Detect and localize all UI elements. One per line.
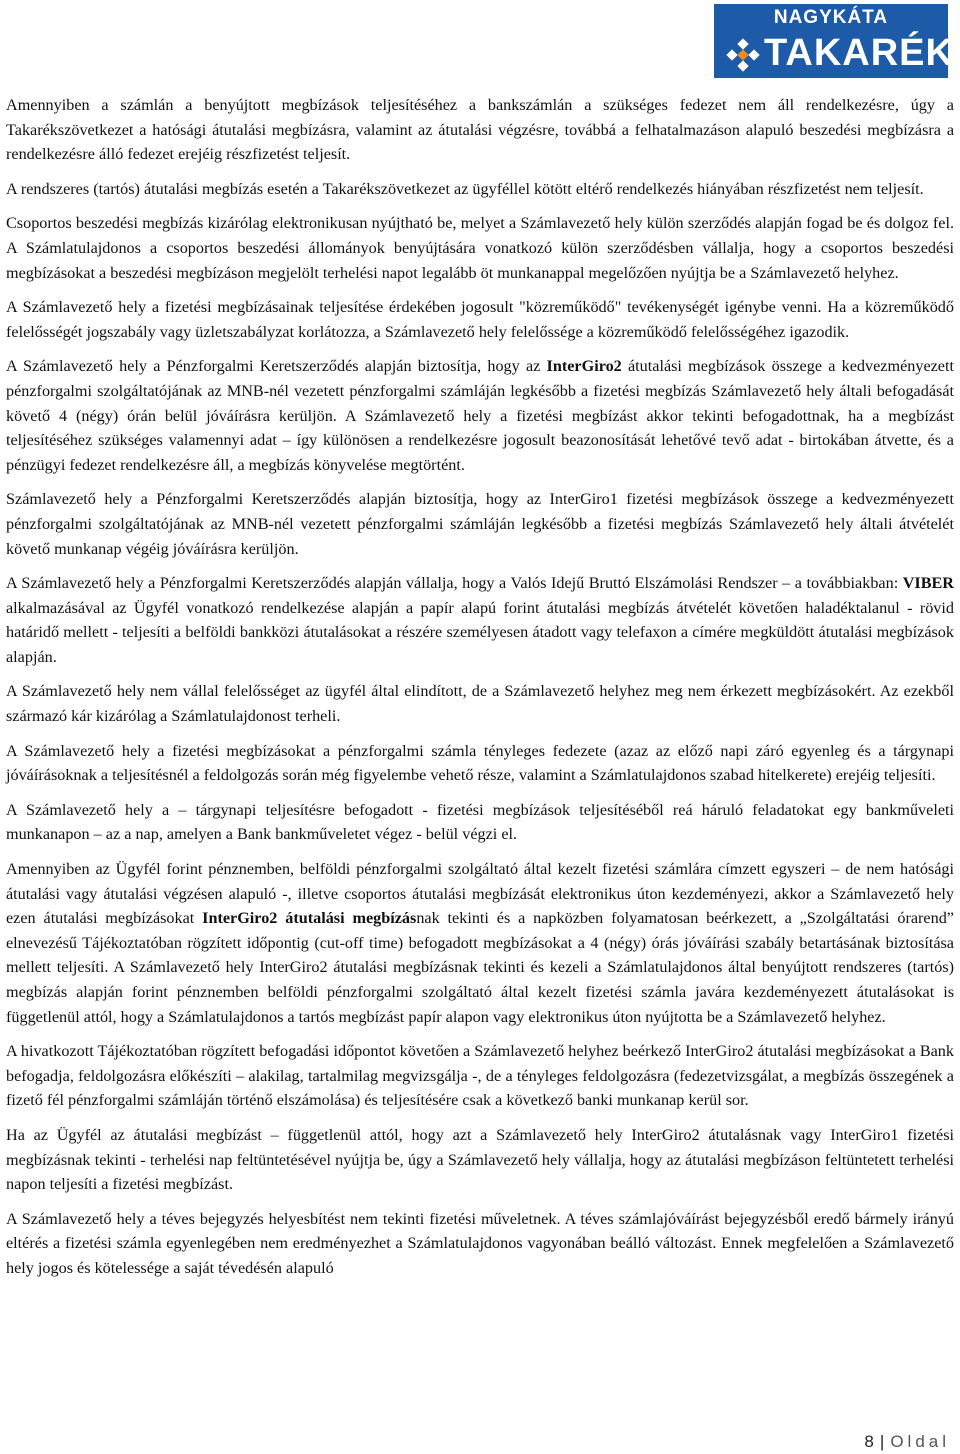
text-run: Csoportos beszedési megbízás kizárólag elektronikusan nyújtható be, melyet a Számlavezető hely külön szerződés alapján fogad be és dolgoz fel. A Számlatulajdonos a csoportos beszedési állományok benyújtására vonatkozó külön szerződésben vállalja, hogy a csoportos beszedési megbízásokat a beszedési megbízáson megjelölt terhelési napot legalább öt munkanappal megelőzően nyújtja be a Számlavezető helyhez. <box>6 214 954 282</box>
text-run: A Számlavezető hely a fizetési megbízásokat a pénzforgalmi számla tényleges fedezete (azaz az előző napi záró egyenleg és a tárgynapi jóváírásoknak a teljesítésnél a feldolgozás során még figyelembe vehető része, valamint a Számlatulajdonos szabad hitelkerete) erejéig teljesíti. <box>6 741 954 785</box>
bold-term: VIBER <box>902 574 954 593</box>
paragraph <box>6 857 954 1029</box>
paragraph <box>6 177 954 202</box>
text-run: átutalási megbízások összege a kedvezményezett pénzforgalmi szolgáltatójának az MNB-nél vezetett pénzforgalmi számláján legkésőbb a fizetési megbízás Számlavezető hely általi befogadását követő 4 (négy) órán belül jóváírásra kerüljön. A Számlavezető hely a fizetési megbízást akkor tekinti befogadottnak, ha a megbízást teljesítéséhez szükséges valamennyi adat – így különösen a rendelkezésre jogosult beazonosítását lehetővé tevő adat - birtokában átvette, és a pénzügyi fedezet rendelkezésre áll, a megbízás könyvelése megtörtént. <box>6 357 954 474</box>
text-run: nak tekinti és a napközben folyamatosan beérkezett, a „Szolgáltatási órarend” elnevezésű Tájékoztatóban rögzített időpontig (cut-off time) befogadott megbízásokat a 4 (négy) órás jóváírási szabály betartásának biztosítása mellett teljesíti. A Számlavezető hely InterGiro2 átutalási megbízásnak tekinti és kezeli a Számlatulajdonos által benyújtott rendszeres (tartós) megbízás alapján forint pénznemben belföldi pénzforgalmi szolgáltató által kezelt fizetési számla javára kezdeményezett átutalásokat is függetlenül attól, hogy a Számlatulajdonos a tartós megbízást papír alapon vagy elektronikus úton nyújtotta be a Számlavezető helyhez. <box>6 909 954 1026</box>
text-run: Amennyiben a számlán a benyújtott megbízások teljesítéséhez a bankszámlán a szükséges fedezet nem áll rendelkezésre, úgy a Takarékszövetkezet a hatósági átutalási megbízásra, valamint az átutalási végzésre, továbbá a felhatalmazáson alapuló beszedési megbízásra a rendelkezésre álló fedezet erejéig részfizetést teljesít. <box>6 96 954 164</box>
text-run: Ha az Ügyfél az átutalási megbízást – függetlenül attól, hogy azt a Számlavezető hely InterGiro2 átutalásnak vagy InterGiro1 fizetési megbízásnak tekinti - terhelési nap feltüntetésével nyújtja be, úgy a Számlavezető hely vállalja, hogy az átutalási megbízáson feltüntetett terhelési napon teljesíti a fizetési megbízást. <box>6 1125 954 1194</box>
text-run: alkalmazásával az Ügyfél vonatkozó rendelkezése alapján a papír alapú forint átutalási megbízás átvételét követően haladéktalanul - rövid határidő mellett - teljesíti a belföldi bankközi átutalásokat a részére személyesen átadott vagy telefaxon a címére megküldött átutalási megbízások alapján. <box>6 598 954 666</box>
text-run: A Számlavezető hely a fizetési megbízásainak teljesítése érdekében jogosult "közreműködő" tevékenységét igénybe venni. Ha a közreműködő felelősségét jogszabály vagy üzletszabályzat korlátozza, a Számlavezető hely felelőssége a közreműködő felelősségéhez igazodik. <box>6 298 954 341</box>
paragraph <box>6 295 954 344</box>
paragraph <box>6 1207 954 1281</box>
logo-mark-icon <box>724 36 762 74</box>
paragraph <box>6 354 954 477</box>
paragraph <box>6 798 954 847</box>
paragraph <box>6 487 954 561</box>
document-body <box>6 93 954 1291</box>
takarek-logo <box>714 4 954 78</box>
logo-word-text: TAKARÉK <box>764 32 954 74</box>
text-run: A Számlavezető hely nem vállal felelősséget az ügyfél által elindított, de a Számlavezető helyhez meg nem érkezett megbízásokért. Az ezekből származó kár kizárólag a Számlatulajdonost terheli. <box>6 682 954 726</box>
paragraph <box>6 571 954 669</box>
footer-separator: | <box>879 1432 885 1451</box>
paragraph <box>6 1123 954 1197</box>
bold-term: InterGiro2 átutalási megbízás <box>202 909 417 928</box>
text-run: A Számlavezető hely a Pénzforgalmi Keretszerződés alapján biztosítja, hogy az <box>6 357 547 376</box>
text-run: A Számlavezető hely a – tárgynapi teljesítésre befogadott - fizetési megbízások teljesítéséből reá háruló feladatokat egy bankműveleti munkanapon – az a nap, amelyen a Bank bankműveletet végez - belül végzi el. <box>6 800 954 844</box>
paragraph <box>6 679 954 728</box>
text-run: Számlavezető hely a Pénzforgalmi Keretszerződés alapján biztosítja, hogy az InterGiro1 fizetési megbízások összege a kedvezményezett pénzforgalmi szolgáltatójának az MNB-nél vezetett pénzforgalmi számláján legkésőbb a fizetési megbízás Számlavezető hely általi átvételét követő munkanap végéig jóváírásra kerüljön. <box>6 490 954 558</box>
bold-term: InterGiro2 <box>546 357 622 376</box>
paragraph <box>6 739 954 788</box>
text-run: A Számlavezető hely a téves bejegyzés helyesbítést nem tekinti fizetési műveletnek. A téves számlajóváírást bejegyzésből eredő bármely irányú eltérés a fizetési számla egyenlegében nem eredményezhet a Számlatulajdonos vagyonában beálló változást. Ennek megfelelően a Számlavezető hely jogos és kötelessége a saját tévedésén alapuló <box>6 1209 954 1277</box>
paragraph <box>6 1039 954 1113</box>
page-number: 8 <box>864 1432 874 1451</box>
text-run: Amennyiben az Ügyfél forint pénznemben, belföldi pénzforgalmi szolgáltató által kezelt fizetési számlára címzett egyszeri – de nem hatósági átutalási vagy átutalási végzésen alapuló -, illetve csoportos átutalási megbízását elektronikus úton kezdeményezi, akkor a Számlavezető hely ezen átutalási megbízásokat <box>6 860 954 928</box>
text-run: A Számlavezető hely a Pénzforgalmi Keretszerződés alapján vállalja, hogy a Valós Idejű Bruttó Elszámolási Rendszer – a továbbiakban: <box>6 574 903 593</box>
text-run: A rendszeres (tartós) átutalási megbízás esetén a Takarékszövetkezet az ügyféllel kötött eltérő rendelkezés hiányában részfizetést nem teljesít. <box>6 179 924 198</box>
logo-top-text: NAGYKÁTA <box>773 7 889 28</box>
page-footer <box>864 1432 950 1452</box>
paragraph <box>6 211 954 285</box>
text-run: A hivatkozott Tájékoztatóban rögzített befogadási időpontot követően a Számlavezető helyhez beérkező InterGiro2 átutalási megbízásokat a Bank befogadja, feldolgozásra előkészíti – alakilag, tartalmilag megvizsgálja -, de a tényleges feldolgozásra (fedezetvizsgálat, a megbízás összegének a fizető fél pénzforgalmi számláján történő elszámolása) és teljesítésére csak a következő banki munkanap kerül sor. <box>6 1042 954 1110</box>
paragraph <box>6 93 954 167</box>
page-label: Oldal <box>890 1432 950 1451</box>
